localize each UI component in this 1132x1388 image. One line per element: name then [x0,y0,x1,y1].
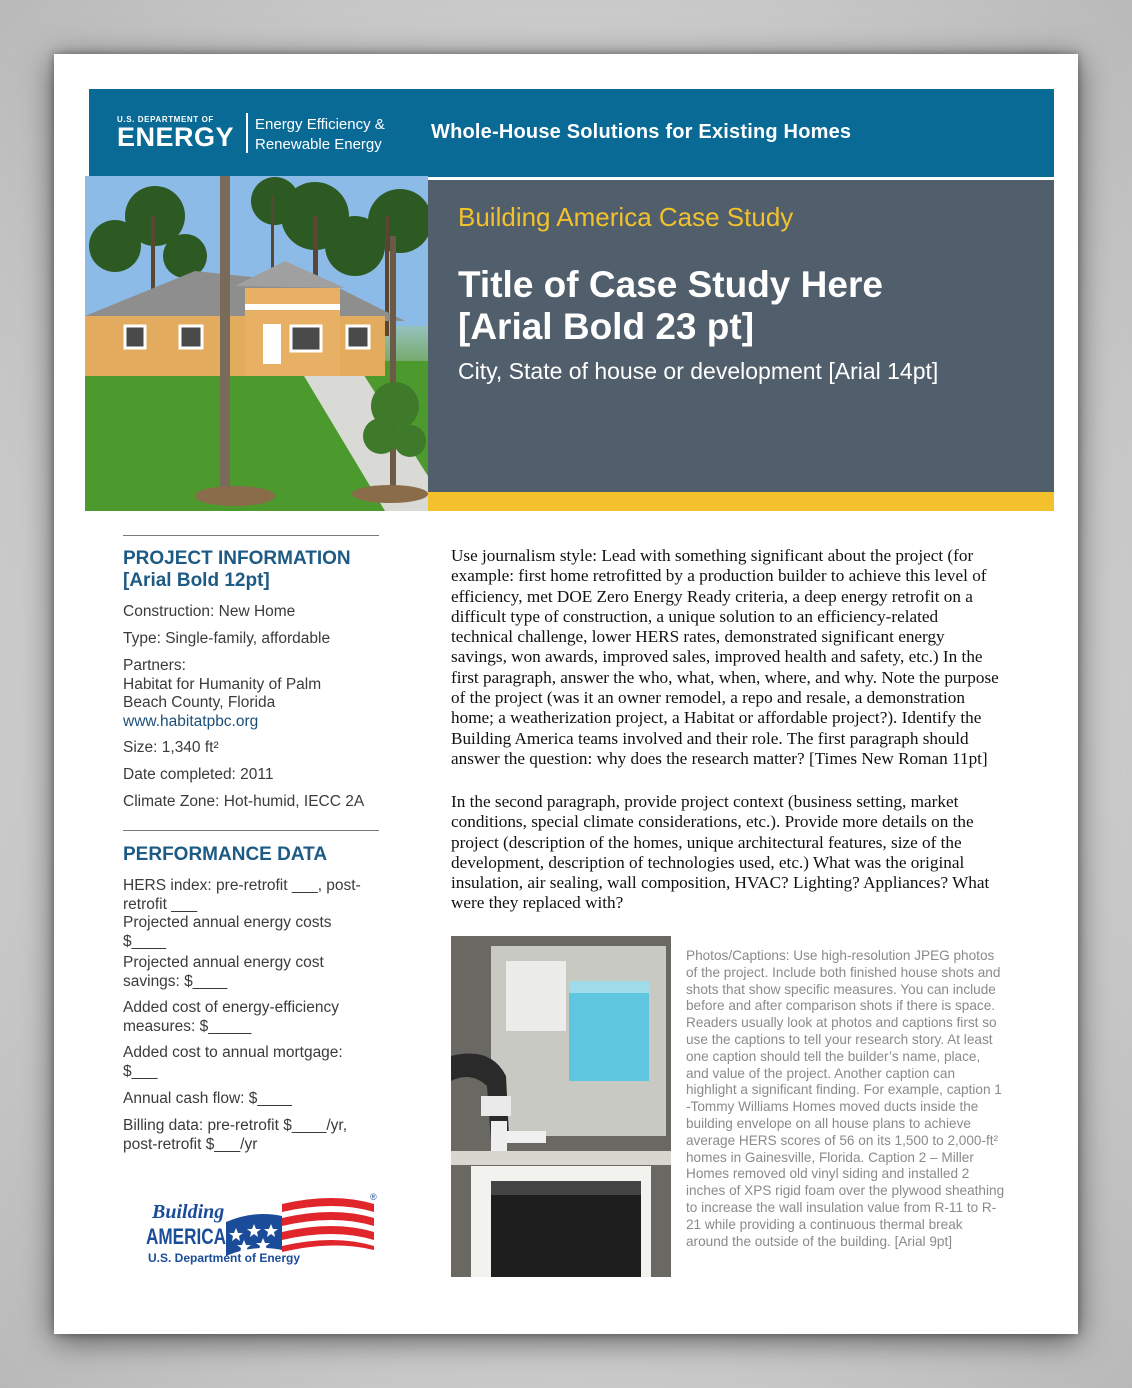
photo-caption [686,948,1042,1250]
eere-line-2: Renewable Energy [255,136,382,153]
caption-line: and value of the project. Another caption can [686,1065,956,1081]
eere-line-1: Energy Efficiency & [255,116,385,133]
cost-savings-info [123,954,388,991]
case-study-location: City, State of house or development [Arial 14pt] [458,358,939,384]
hers-line-1: HERS index: pre-retrofit ___, post- [123,877,361,894]
body-line: Building America teams involved and their role. The first paragraph should [451,728,969,748]
caption-line: to increase the wall insulation value from R-11 to R- [686,1199,997,1215]
project-info-heading [123,548,383,592]
hers-line-2: retrofit ___ [123,895,198,913]
caption-line: shots that show specific measures. You can include [686,981,996,997]
type-info: Type: Single-family, affordable [123,630,331,647]
mortgage-line-1: Added cost to annual mortgage: [123,1044,343,1061]
body-line: first paragraph, answer the who, what, when, where, and why. Note the purpose [451,667,999,687]
savings-line-1: Projected annual energy cost [123,954,324,971]
body-line: conditions, special climate considerations, etc.). Provide more details on the [451,812,974,832]
case-study-label: Building America Case Study [458,202,794,232]
partners-line-1: Habitat for Humanity of Palm [123,675,322,693]
body-line: technical challenge, lower HERS rates, demonstrated significant energy [451,627,945,647]
hers-index-info [123,877,388,914]
building-america-logo-graphic [144,1190,384,1272]
body-line: In the second paragraph, provide project context (business setting, market [451,792,959,811]
body-line: of the project (was it an owner remodel, a repo and resale, a demonstration [451,688,965,708]
caption-line: highlight a significant finding. For example, caption 1 [686,1082,1002,1098]
date-completed-info: Date completed: 2011 [123,766,274,783]
logo-divider [246,113,248,153]
body-line: difficult type of construction, a unique solution to an efficiency-related [451,606,939,626]
size-info: Size: 1,340 ft² [123,739,219,756]
title-panel [428,180,1054,492]
section-divider [123,830,379,831]
building-america-logo [144,1190,384,1277]
body-paragraph-2 [451,792,1043,914]
caption-line: -Tommy Williams Homes moved ducts inside the [686,1099,979,1115]
body-line: Use journalism style: Lead with something significant about the project (for [451,546,974,565]
cash-flow-info: Annual cash flow: $____ [123,1090,292,1107]
section-divider [123,535,379,536]
body-line: insulation, air sealing, wall composition, HVAC? Lighting? Appliances? What [451,873,990,893]
body-line: were they replaced with? [451,893,624,913]
logo-script-text: Building [152,1201,225,1223]
body-line: project (description of the homes, unique architectural features, size of the [451,832,962,852]
caption-line: building envelope on all house plans to achieve [686,1115,971,1131]
caption-line: Readers usually look at photos and captions first so [686,1015,997,1031]
added-line-2: measures: $_____ [123,1017,252,1035]
billing-line-1: Billing data: pre-retrofit $____/yr, [123,1117,348,1134]
case-study-title [458,264,1038,348]
body-line: answer the question: why does the research matter? [Times New Roman 11pt] [451,748,988,768]
page [54,54,1078,1334]
added-cost-info [123,999,388,1036]
air-handler-illustration [451,936,671,1277]
registered-mark: ® [370,1192,377,1202]
partners-info [123,657,388,731]
costs-line-2: $____ [123,932,167,950]
header-banner [89,89,1054,177]
caption-line: of the project. Include both finished house shots and [686,964,1001,980]
doe-logo [117,115,234,151]
billing-data-info [123,1117,388,1154]
body-line: home; a weatherization project, a Habitat or affordable project?). Identify the [451,708,982,728]
construction-info: Construction: New Home [123,603,296,620]
mortgage-cost-info [123,1044,388,1081]
accent-bar [428,492,1054,511]
billing-line-2: post-retrofit $___/yr [123,1135,258,1153]
caption-line: Photos/Captions: Use high-resolution JPEG photos [686,948,995,963]
house-illustration [85,176,428,511]
body-line: savings, won awards, improved sales, improved health and safety, etc.) In the [451,647,983,667]
partners-link[interactable]: www.habitatpbc.org [123,712,259,730]
caption-line: 21 while providing a continuous thermal break [686,1216,963,1232]
performance-heading: PERFORMANCE DATA [123,844,328,865]
project-info-heading-line-1: PROJECT INFORMATION [123,548,351,569]
eere-label [255,115,385,155]
caption-line: use the captions to tell your research story. At least [686,1031,993,1047]
climate-zone-info: Climate Zone: Hot-humid, IECC 2A [123,793,365,810]
savings-line-2: savings: $____ [123,972,228,990]
costs-line-1: Projected annual energy costs [123,914,332,931]
caption-line: around the outside of the building. [Arial 9pt] [686,1233,953,1249]
body-line: development, description of technologies used, etc.) What was the original [451,852,965,872]
header-title: Whole-House Solutions for Existing Homes [431,121,852,143]
doe-logo-wordmark: ENERGY [117,122,235,152]
caption-line: before and after comparison shots if there is space. [686,998,996,1014]
caption-line: inches of XPS rigid foam over the plywood sheathing [686,1183,1005,1199]
caption-line: average HERS scores of 56 on its 1,500 to 2,000-ft² [686,1132,999,1148]
doe-logo-small-text: U.S. DEPARTMENT OF [117,115,214,124]
partners-line-2: Beach County, Florida [123,694,276,711]
logo-tagline: U.S. Department of Energy [148,1251,301,1265]
project-info-heading-line-2: [Arial Bold 12pt] [123,570,270,591]
house-photo [85,176,428,511]
logo-wordmark: AMERICA [146,1224,227,1249]
caption-line: homes in Gainesville, Florida. Caption 2 – Miller [686,1149,974,1165]
title-line-2: [Arial Bold 23 pt] [458,306,755,347]
equipment-photo [451,936,671,1277]
caption-line: one caption should tell the builder’s name, place, [686,1048,981,1064]
caption-line: Homes removed old vinyl siding and installed 2 [686,1166,970,1182]
body-line: efficiency, met DOE Zero Energy Ready criteria, a deep energy retrofit on a [451,586,973,606]
body-line: example: first home retrofitted by a production builder to achieve this level of [451,566,987,586]
body-paragraph-1 [451,546,1043,769]
annual-costs-info [123,914,388,951]
added-line-1: Added cost of energy-efficiency [123,999,339,1016]
flag-shape [226,1198,374,1256]
title-line-1: Title of Case Study Here [458,264,883,305]
partners-label: Partners: [123,657,186,674]
mortgage-line-2: $___ [123,1062,158,1080]
